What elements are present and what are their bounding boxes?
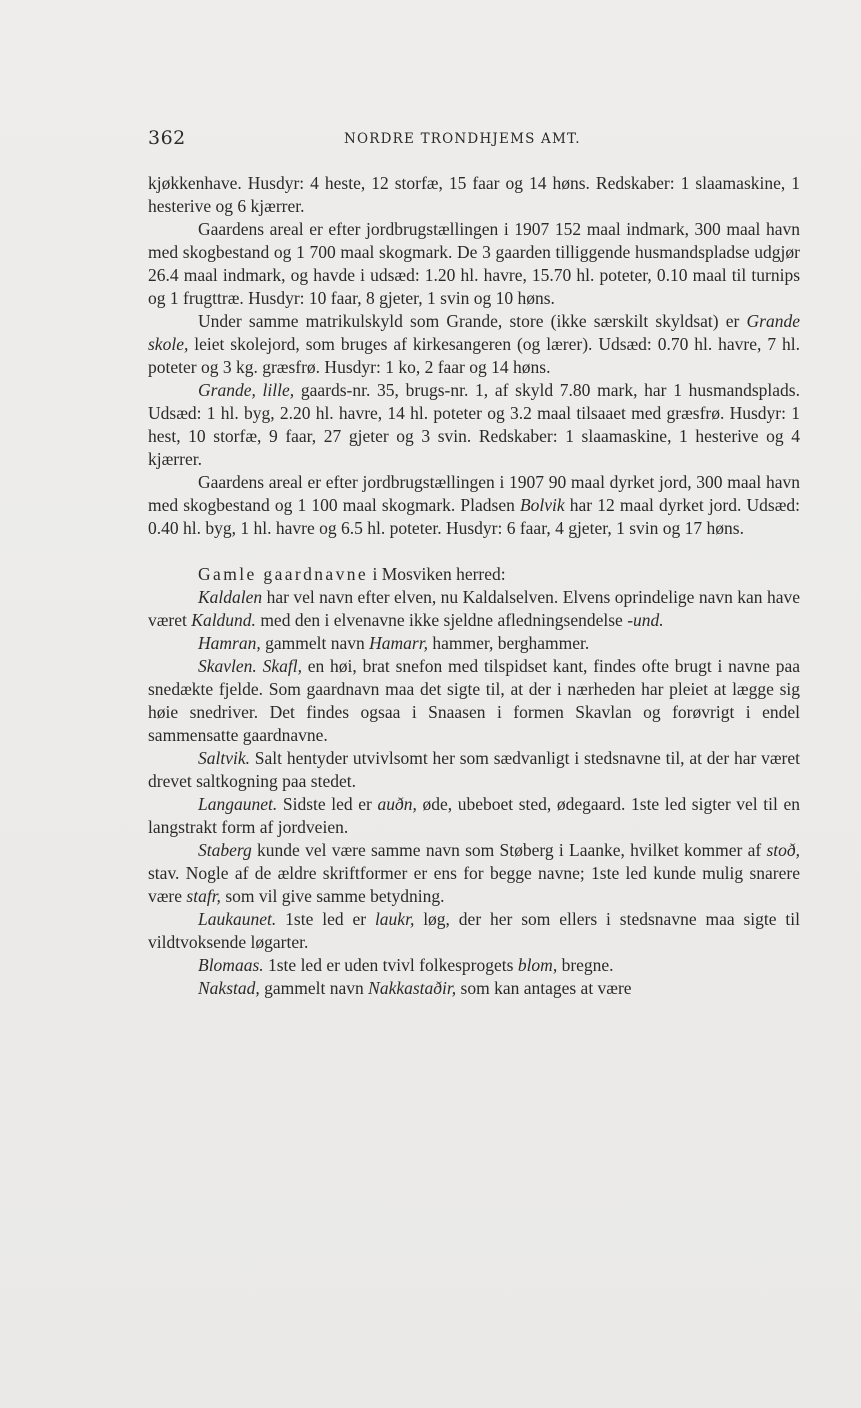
running-title: NORDRE TRONDHJEMS AMT.: [344, 131, 581, 147]
paragraph: Under samme matrikulskyld som Grande, store (ikke særskilt skyldsat) er Grande skole, leiet skolejord, som bruges af kirkesangeren (og lærer). Udsæd: 0.70 hl. havre, 7 hl. poteter og 3 kg. græsfrø. Husdyr: 1 ko, 2 faar og 14 høns.: [148, 311, 800, 377]
entry-saltvik: Saltvik. Salt hentyder utvivlsomt her som sædvanligt i stedsnavne til, at der har været drevet saltkogning paa stedet.: [148, 748, 800, 791]
page-number: 362: [148, 127, 186, 149]
paragraph: Gaardens areal er efter jordbrugstællingen i 1907 90 maal dyrket jord, 300 maal havn med skogbestand og 1 100 maal skogmark. Pladsen Bolvik har 12 maal dyrket jord. Udsæd: 0.40 hl. byg, 1 hl. havre og 6.5 hl. poteter. Husdyr: 6 faar, 4 gjeter, 1 svin og 17 høns.: [148, 472, 800, 538]
body-text: [148, 172, 800, 1000]
entry-hamran: Hamran, gammelt navn Hamarr, hammer, berghammer.: [198, 633, 590, 653]
paragraph: Grande, lille, gaards-nr. 35, brugs-nr. 1, af skyld 7.80 mark, har 1 husmandsplads. Udsæd: 1 hl. byg, 2.20 hl. havre, 14 hl. poteter og 3.2 maal tilsaaet med græsfrø. Husdyr: 1 hest, 10 storfæ, 9 faar, 27 gjeter og 3 svin. Redskaber: 1 slaamaskine, 1 hesterive og 4 kjærrer.: [148, 380, 800, 469]
entry-skavlen: Skavlen. Skafl, en høi, brat snefon med tilspidset kant, findes ofte brugt i navne paa snedækte fjelde. Som gaardnavn maa det sigte til, at der i nærheden har pleiet at lægge sig høie snedriver. Det findes ogsaa i Snaasen i formen Skavlan og forøvrigt i endel sammensatte gaardnavne.: [148, 656, 801, 745]
paragraph: kjøkkenhave. Husdyr: 4 heste, 12 storfæ, 15 faar og 14 høns. Redskaber: 1 slaamaskine, 1 hesterive og 6 kjærrer.: [148, 173, 800, 216]
entry-kaldalen: Kaldalen har vel navn efter elven, nu Kaldalselven. Elvens oprindelige navn kan have været Kaldund. med den i elvenavne ikke sjeldne afledningsendelse -und.: [148, 587, 800, 630]
entry-staberg: Staberg kunde vel være samme navn som Støberg i Laanke, hvilket kommer af stoð, stav. Nogle af de ældre skriftformer er ens for begge navne; 1ste led kunde mulig snarere være stafr, som vil give samme betydning.: [148, 840, 800, 906]
entry-nakstad: Nakstad, gammelt navn Nakkastaðir, som kan antages at være: [198, 978, 632, 998]
section-heading: Gamle gaardnavne i Mosviken herred:: [198, 564, 506, 584]
entry-laukaunet: Laukaunet. 1ste led er laukr, løg, der her som ellers i stedsnavne maa sigte til vildtvoksende løgarter.: [148, 909, 800, 952]
entry-langaunet: Langaunet. Sidste led er auðn, øde, ubeboet sted, ødegaard. 1ste led sigter vel til en langstrakt form af jordveien.: [148, 794, 800, 837]
entry-blomaas: Blomaas. 1ste led er uden tvivl folkesprogets blom, bregne.: [198, 955, 614, 975]
paragraph: Gaardens areal er efter jordbrugstællingen i 1907 152 maal indmark, 300 maal havn med skogbestand og 1 700 maal skogmark. De 3 gaarden tilliggende husmandspladse udgjør 26.4 maal indmark, og havde i udsæd: 1.20 hl. havre, 15.70 hl. poteter, 0.10 maal til turnips og 1 frugttræ. Husdyr: 10 faar, 8 gjeter, 1 svin og 10 høns.: [148, 219, 800, 308]
